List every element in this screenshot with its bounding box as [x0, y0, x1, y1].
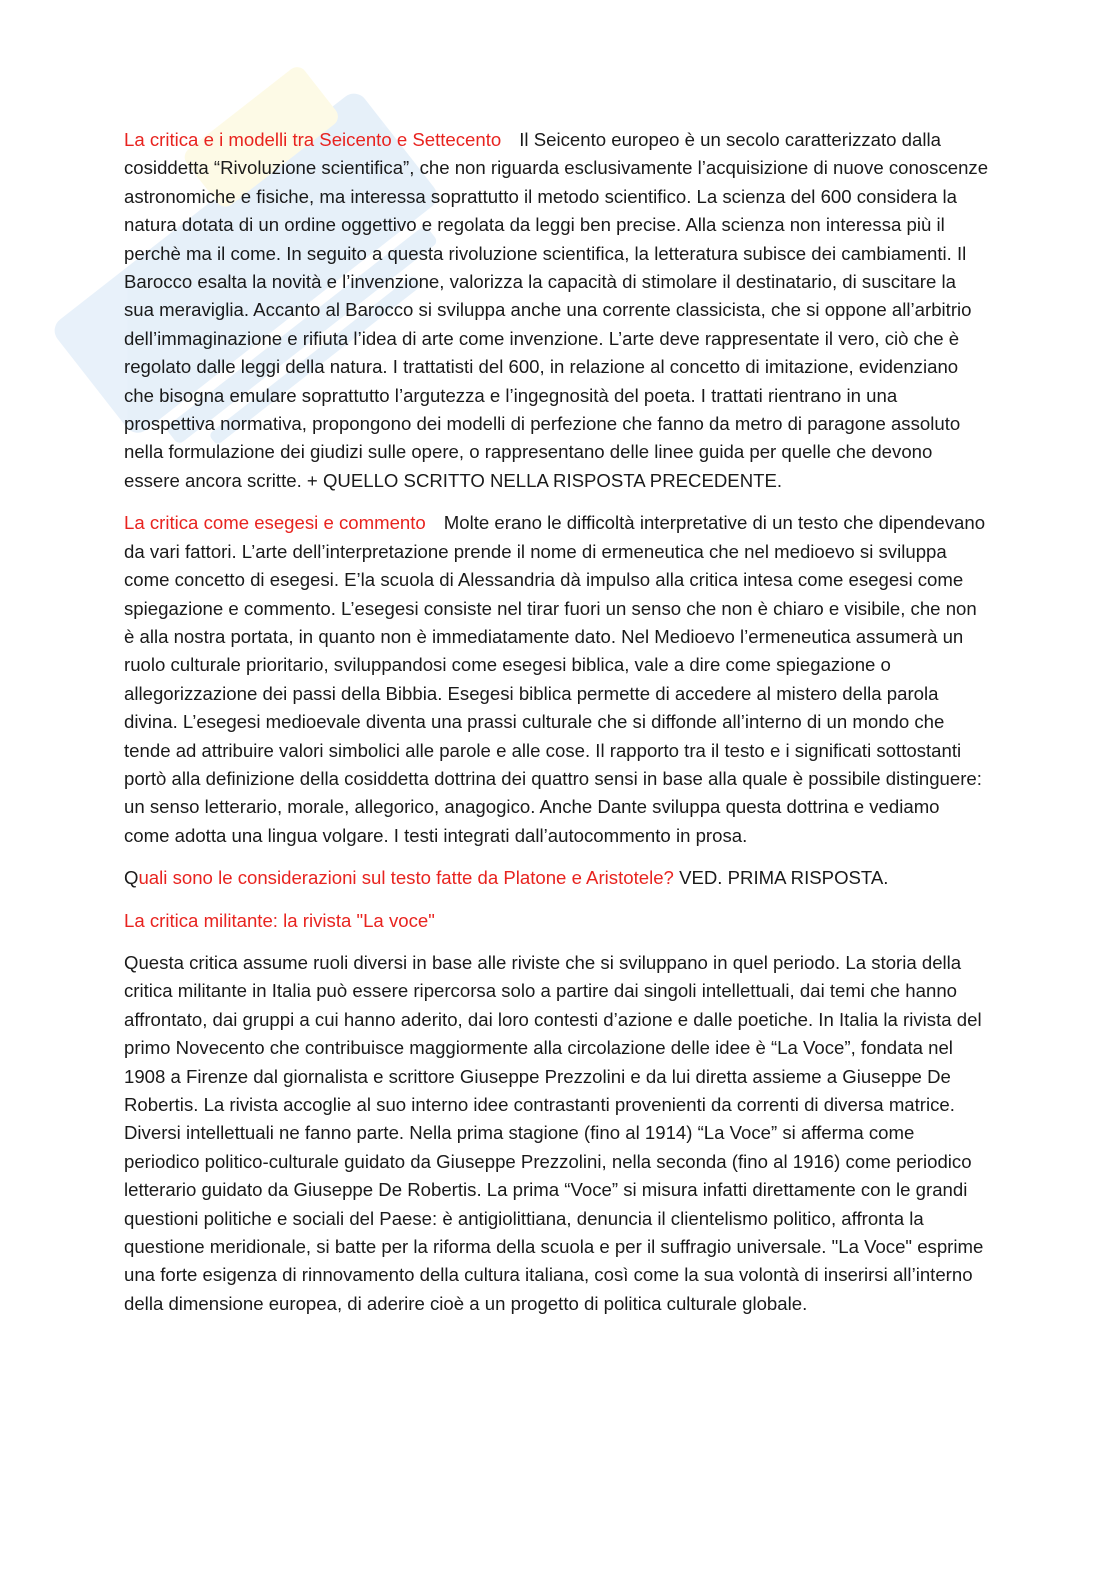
section-heading: La critica militante: la rivista "La voce": [124, 909, 435, 931]
section-body: Molte erano le difficoltà interpretative di un testo che dipendevano da vari fattori. L’arte dell’interpretazione prende il nome di ermeneutica che nel medioevo si sviluppa come concetto di esegesi. E’la scuola di Alessandria dà impulso alla critica intesa come esegesi come spiegazione e commento. L’esegesi consiste nel tirar fuori un senso che non è chiaro e visibile, che non è alla nostra portata, in quanto non è immediatamente dato. Nel Medioevo l’ermeneutica assumerà un ruolo culturale prioritario, sviluppandosi come esegesi biblica, vale a dire come spiegazione o allegorizzazione dei passi della Bibbia. Esegesi biblica permette di accedere al mistero della parola divina. L’esegesi medioevale diventa una prassi culturale che si diffonde all’interno di un mondo che tende ad attribuire valori simbolici alle parole e alle cose. Il rapporto tra il testo e i significati sottostanti portò alla definizione della cosiddetta dottrina dei quattro sensi in base alla quale è possibile distinguere: un senso letterario, morale, allegorico, anagogico. Anche Dante sviluppa questa dottrina e vediamo come adotta una lingua volgare. I testi integrati dall’autocommento in prosa.: [124, 512, 986, 846]
section-heading: La critica e i modelli tra Seicento e Settecento: [124, 129, 502, 150]
section-body: Il Seicento europeo è un secolo caratterizzato dalla cosiddetta “Rivoluzione scientifica”, che non riguarda esclusivamente l’acquisizione di nuove conoscenze astronomiche e fisiche, ma interessa soprattutto il metodo scientifico. La scienza del 600 considera la natura dotata di un ordine oggettivo e regolata da leggi ben precise. Alla scienza non interessa più il perchè ma il come. In seguito a questa rivoluzione scientifica, la letteratura subisce dei cambiamenti. Il Barocco esalta la novità e l’invenzione, valorizza la capacità di stimolare il destinatario, di suscitare la sua meraviglia. Accanto al Barocco si sviluppa anche una corrente classicista, che si oppone all’arbitrio dell’immaginazione e rifiuta l’idea di arte come invenzione. L’arte deve rappresentate il vero, ciò che è regolato dalle leggi della natura. I trattatisti del 600, in relazione al concetto di imitazione, evidenziano che bisogna emulare soprattutto l’argutezza e l’ingegnosità del poeta. I trattati rientrano in una prospettiva normativa, propongono dei modelli di perfezione che fanno da metro di paragone assoluto nella formulazione dei giudizi sulle opere, o rappresentano delle linee guida per quelle che devono essere ancora scritte. + QUELLO SCRITTO NELLA RISPOSTA PRECEDENTE.: [124, 129, 989, 491]
question-initial: Q: [124, 867, 139, 889]
document-page: [124, 126, 990, 1332]
section-heading: La critica come esegesi e commento: [124, 512, 426, 534]
section-body: Questa critica assume ruoli diversi in base alle riviste che si sviluppano in quel periodo. La storia della critica militante in Italia può essere ripercorsa solo a partire dai singoli intellettuali, dai temi che hanno affrontato, dai gruppi a cui hanno aderito, dai loro contesti d’azione e dalle poetiche. In Italia la rivista del primo Novecento che contribuisce maggiormente alla circolazione delle idee è “La Voce”, fondata nel 1908 a Firenze dal giornalista e scrittore Giuseppe Prezzolini e da lui diretta assieme a Giuseppe De Robertis. La rivista accoglie al suo interno idee contrastanti provenienti da correnti di diversa matrice. Diversi intellettuali ne fanno parte. Nella prima stagione (fino al 1914) “La Voce” si afferma come periodico politico-culturale guidato da Giuseppe Prezzolini, nella seconda (fino al 1916) come periodico letterario guidato da Giuseppe De Robertis. La prima “Voce” si misura infatti direttamente con le grandi questioni politiche e sociali del Paese: è antigiolittiana, denuncia il clientelismo politico, affronta la questione meridionale, si batte per la riforma della scuola e per il suffragio universale. "La Voce" esprime una forte esigenza di rinnovamento della cultura italiana, così come la sua volontà di inserirsi all’interno della dimensione europea, di aderire cioè a un progetto di politica culturale globale.: [124, 951, 984, 1314]
paragraph-la-voce: [124, 949, 990, 1318]
question-heading: uali sono le considerazioni sul testo fatte da Platone e Aristotele?: [138, 867, 674, 889]
heading-la-voce: [124, 907, 990, 935]
paragraph-esegesi: [124, 509, 990, 850]
question-answer: VED. PRIMA RISPOSTA.: [679, 867, 889, 889]
paragraph-platone-aristotele: [124, 864, 990, 892]
paragraph-seicento: [124, 126, 990, 495]
